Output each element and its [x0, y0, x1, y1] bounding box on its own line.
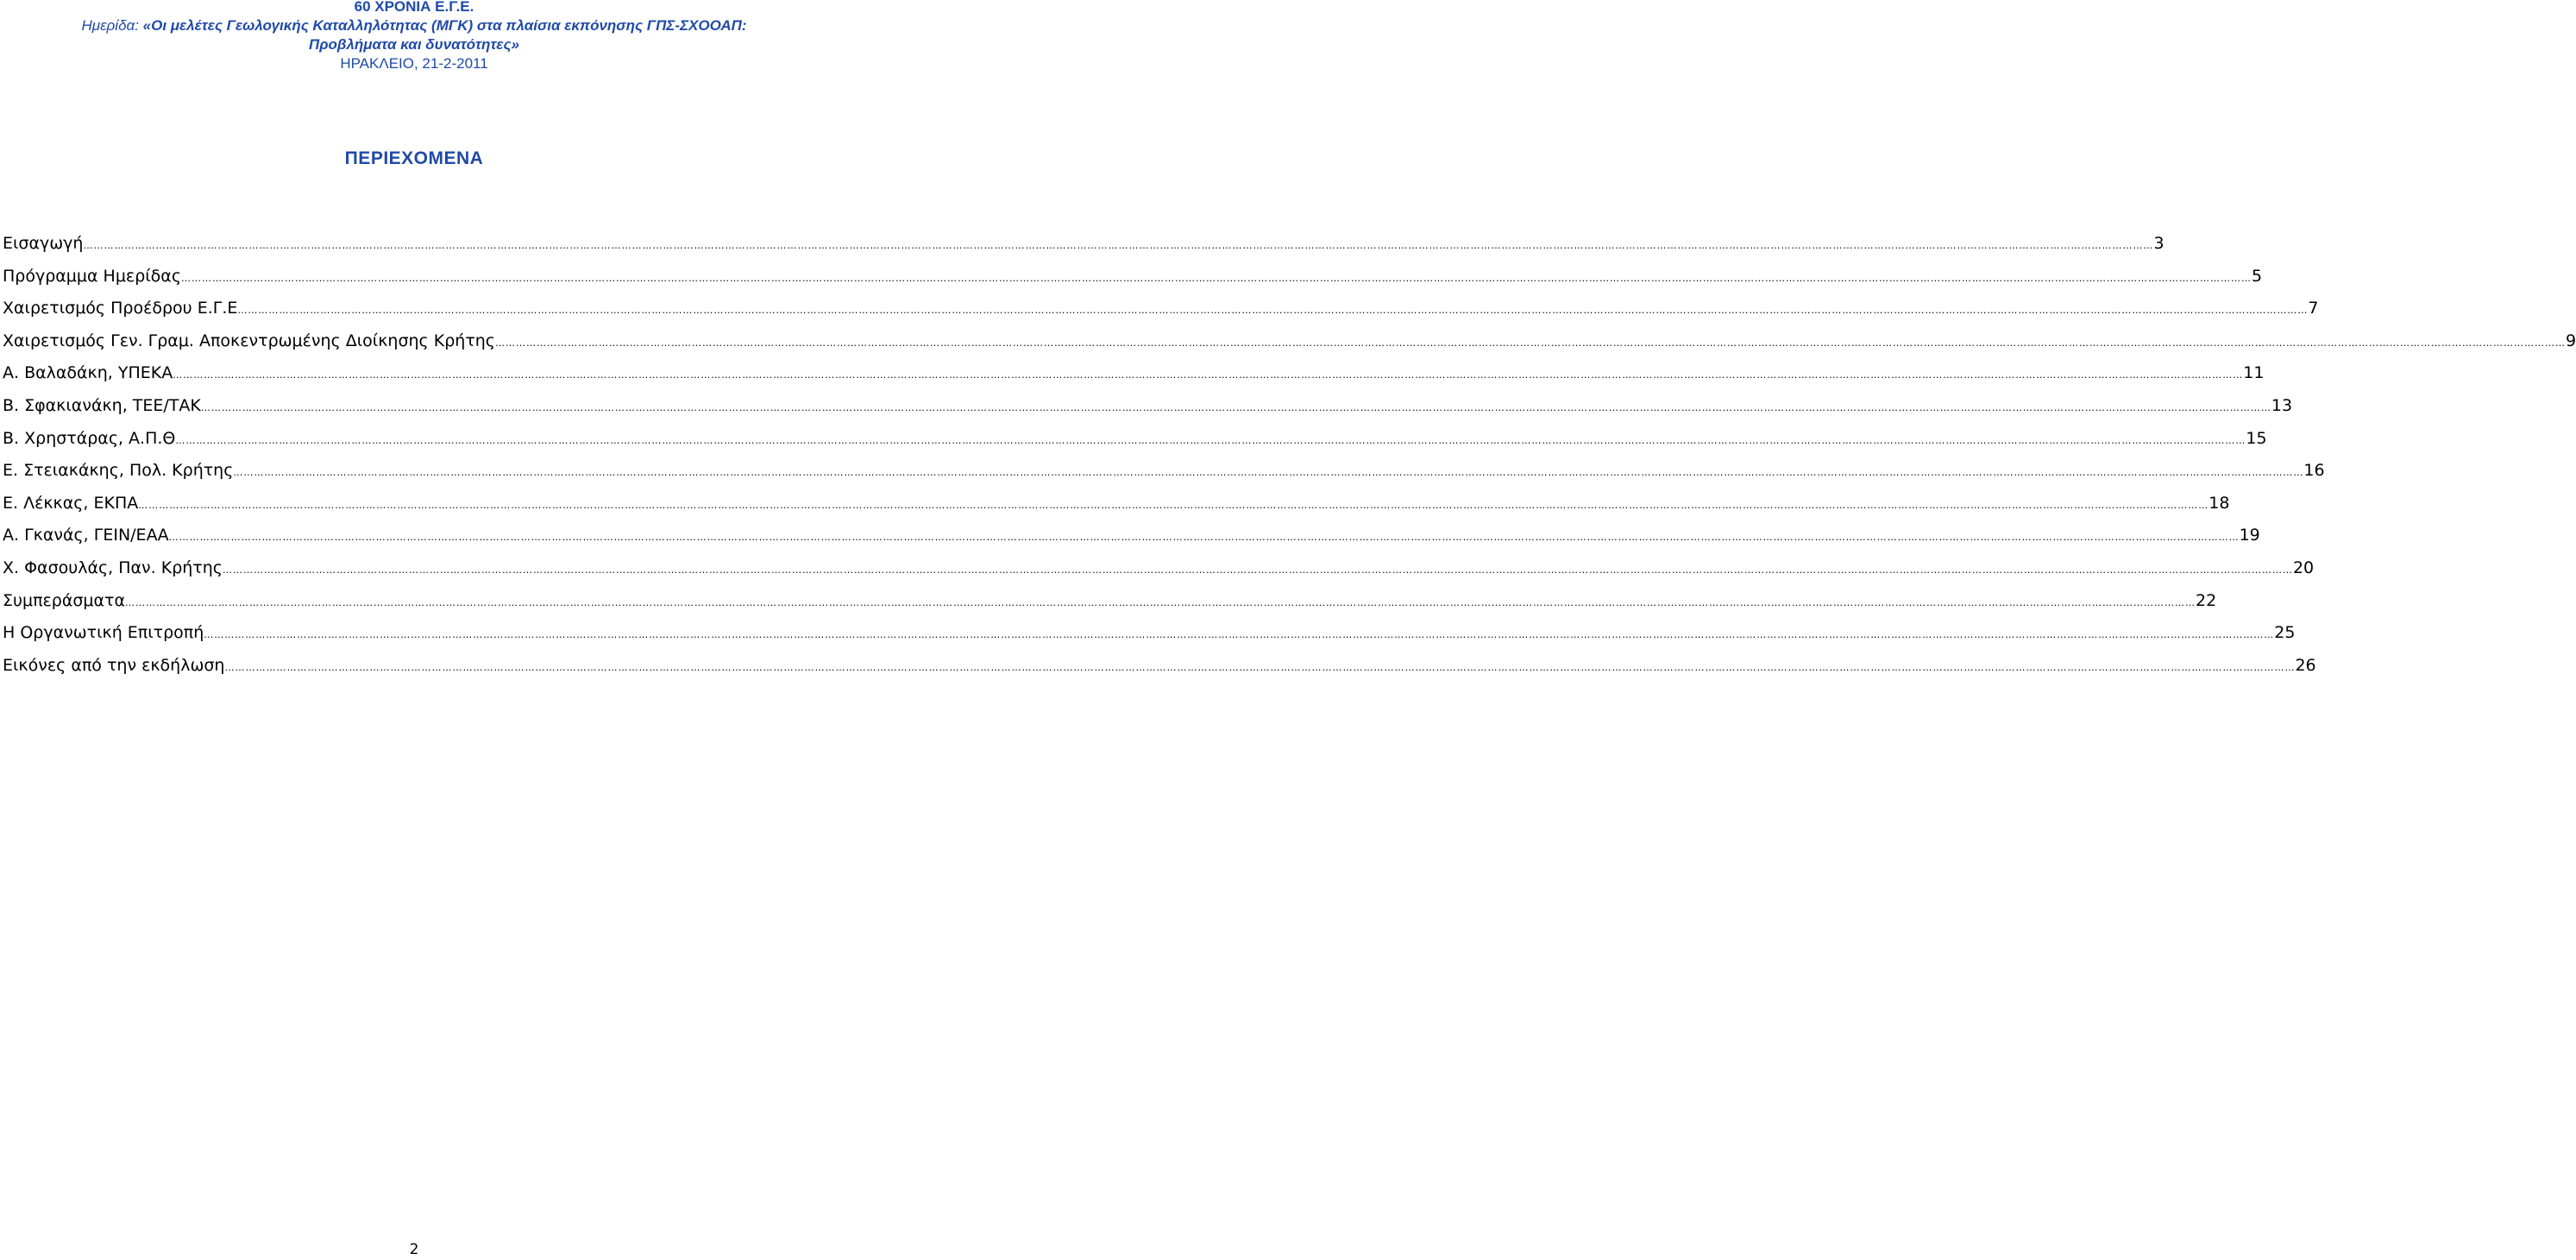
header-event-title: «Οι μελέτες Γεωλογικής Καταλληλότητας (ΜΓΚ) στα πλαίσια εκπόνησης ΓΠΣ-ΣΧΟΟΑΠ:: [142, 17, 747, 34]
toc-entry-label: Εισαγωγή: [3, 234, 84, 253]
toc-dot-leader: ……………………………………………………………………………………………………………………………………………………………………………………………………………………………………………………………………………………………………………………………………………………………………………………………………………………………………………………………………………………………………………………………………………………: [224, 661, 2296, 673]
toc-entry-label: Β. Σφακιανάκη, ΤΕΕ/ΤΑΚ: [3, 395, 201, 415]
toc-entry[interactable]: [3, 520, 2260, 553]
toc-dot-leader: ……………………………………………………………………………………………………………………………………………………………………………………………………………………………………………………………………………………………………………………………………………………………………………………………………………………………………………………………………………………………………………………………………………………: [83, 240, 2154, 251]
toc-entry-label: Ε. Στειακάκης, Πολ. Κρήτης: [3, 461, 234, 481]
toc-dot-leader: ……………………………………………………………………………………………………………………………………………………………………………………………………………………………………………………………………………………………………………………………………………………………………………………………………………………………………………………………………………………………………………………………………………………: [204, 629, 2275, 641]
toc-entry[interactable]: [3, 456, 2325, 488]
header-event-line: [0, 16, 828, 35]
toc-entry-page: 3: [2153, 234, 2164, 253]
toc-entry-page: 7: [2308, 299, 2319, 318]
toc-dot-leader: ……………………………………………………………………………………………………………………………………………………………………………………………………………………………………………………………………………………………………………………………………………………………………………………………………………………………………………………………………………………………………………………………………………………: [180, 272, 2252, 284]
toc-title: ΠΕΡΙΕΧΟΜΕΝΑ: [344, 148, 484, 168]
toc-dot-leader: ……………………………………………………………………………………………………………………………………………………………………………………………………………………………………………………………………………………………………………………………………………………………………………………………………………………………………………………………………………………………………………………………………………………: [200, 401, 2271, 413]
toc-entry[interactable]: [3, 293, 2319, 326]
toc-entry-page: 16: [2303, 461, 2325, 481]
toc-dot-leader: ……………………………………………………………………………………………………………………………………………………………………………………………………………………………………………………………………………………………………………………………………………………………………………………………………………………………………………………………………………………………………………………………………………………: [125, 596, 2196, 608]
toc-dot-leader: ……………………………………………………………………………………………………………………………………………………………………………………………………………………………………………………………………………………………………………………………………………………………………………………………………………………………………………………………………………………………………………………………………………………: [173, 369, 2244, 381]
toc-entry[interactable]: [3, 424, 2267, 457]
toc-entry-page: 20: [2292, 558, 2315, 577]
toc-entry-page: 13: [2271, 395, 2293, 415]
toc-entry-label: Συμπεράσματα: [3, 590, 125, 610]
toc-entry-label: Εικόνες από την εκδήλωση: [3, 655, 225, 675]
toc-entry-label: Η Οργανωτική Επιτροπή: [3, 623, 204, 643]
toc-entry-page: 11: [2243, 363, 2265, 383]
toc-entry-page: 22: [2196, 590, 2217, 610]
toc-entry-page: 26: [2295, 655, 2316, 675]
toc-entry[interactable]: [3, 618, 2296, 651]
toc-entry-page: 19: [2239, 526, 2260, 545]
toc-entry[interactable]: [3, 391, 2293, 424]
toc-entry[interactable]: [3, 229, 2164, 261]
toc-entry[interactable]: [3, 358, 2265, 391]
toc-entry-label: Χαιρετισμός Γεν. Γραμ. Αποκεντρωμένης Διοίκησης Κρήτης: [3, 331, 495, 350]
toc-entry[interactable]: [3, 326, 2576, 359]
header-event-prefix: Ημερίδα:: [81, 17, 143, 34]
toc-dot-leader: ……………………………………………………………………………………………………………………………………………………………………………………………………………………………………………………………………………………………………………………………………………………………………………………………………………………………………………………………………………………………………………………………………………………: [222, 564, 2293, 576]
toc-dot-leader: ……………………………………………………………………………………………………………………………………………………………………………………………………………………………………………………………………………………………………………………………………………………………………………………………………………………………………………………………………………………………………………………………………………………: [237, 305, 2309, 317]
toc-entry-page: 25: [2274, 623, 2296, 643]
toc-entry[interactable]: [3, 261, 2263, 294]
toc-entry[interactable]: [3, 488, 2230, 521]
toc-entry-page: 9: [2565, 331, 2576, 350]
toc-entry[interactable]: [3, 553, 2315, 586]
toc-entry-label: Α. Γκανάς, ΓΕΙΝ/ΕΑΑ: [3, 526, 169, 545]
toc-entry-label: Χαιρετισμός Προέδρου Ε.Γ.Ε: [3, 299, 238, 318]
header-event-subtitle: Προβλήματα και δυνατότητες»: [309, 36, 519, 53]
header-location-date: ΗΡΑΚΛΕΙΟ, 21-2-2011: [340, 55, 488, 72]
header-title: 60 ΧΡΟΝΙΑ Ε.Γ.Ε.: [354, 0, 474, 15]
toc-dot-leader: ……………………………………………………………………………………………………………………………………………………………………………………………………………………………………………………………………………………………………………………………………………………………………………………………………………………………………………………………………………………………………………………………………………………: [233, 467, 2304, 479]
page-number: 2: [409, 1241, 419, 1258]
toc-entry-page: 18: [2208, 493, 2230, 513]
toc-entry-label: Α. Βαλαδάκη, ΥΠΕΚΑ: [3, 363, 173, 383]
toc-entry[interactable]: [3, 586, 2217, 619]
toc-entry-label: Β. Χρηστάρας, Α.Π.Θ: [3, 428, 176, 448]
toc-dot-leader: ……………………………………………………………………………………………………………………………………………………………………………………………………………………………………………………………………………………………………………………………………………………………………………………………………………………………………………………………………………………………………………………………………………………: [494, 337, 2566, 349]
toc-dot-leader: ……………………………………………………………………………………………………………………………………………………………………………………………………………………………………………………………………………………………………………………………………………………………………………………………………………………………………………………………………………………………………………………………………………………: [168, 532, 2240, 544]
toc-entry-label: Ε. Λέκκας, ΕΚΠΑ: [3, 493, 139, 513]
table-of-contents: [3, 229, 2576, 683]
toc-dot-leader: ……………………………………………………………………………………………………………………………………………………………………………………………………………………………………………………………………………………………………………………………………………………………………………………………………………………………………………………………………………………………………………………………………………………: [175, 434, 2246, 446]
toc-entry-label: Πρόγραμμα Ημερίδας: [3, 266, 181, 286]
toc-entry-label: Χ. Φασουλάς, Παν. Κρήτης: [3, 558, 223, 577]
document-header: [0, 0, 828, 73]
toc-entry-page: 15: [2246, 428, 2267, 448]
toc-dot-leader: ……………………………………………………………………………………………………………………………………………………………………………………………………………………………………………………………………………………………………………………………………………………………………………………………………………………………………………………………………………………………………………………………………………………: [138, 499, 2209, 511]
toc-entry[interactable]: [3, 651, 2316, 684]
toc-entry-page: 5: [2251, 266, 2263, 286]
